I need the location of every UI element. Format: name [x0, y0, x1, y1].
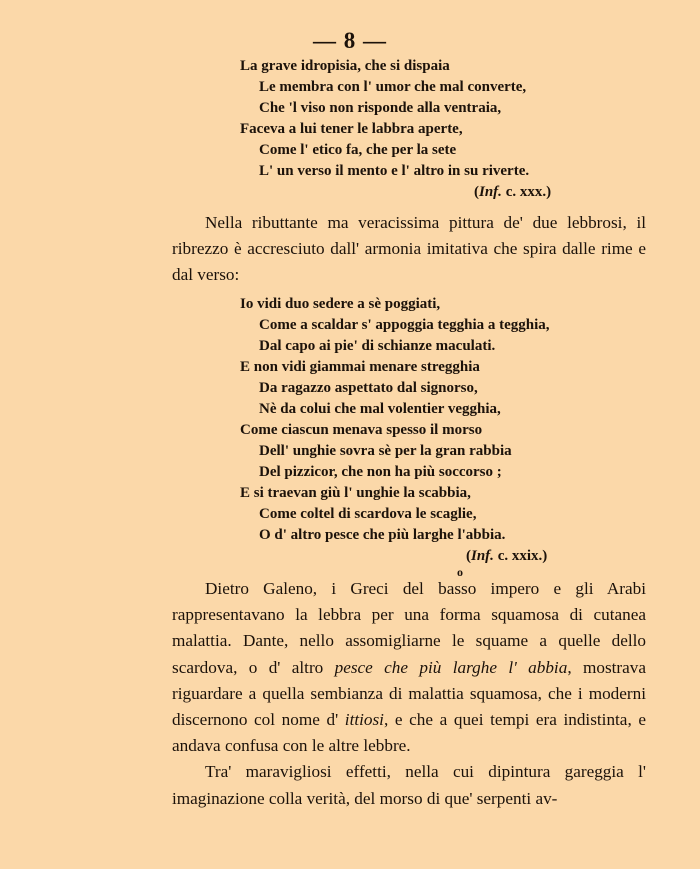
verse-citation: (Inf. c. xxx.): [474, 184, 552, 200]
verse-line: Come l' etico fa, che per la sete: [259, 142, 457, 158]
page-number: — 8 —: [313, 28, 387, 53]
quoted-phrase: pesce che più larghe l' abbia: [334, 657, 568, 677]
paragraph-1: [172, 210, 646, 289]
verse-line: Faceva a lui tener le labbra aperte,: [240, 121, 463, 137]
paragraph-text: , e che a quei tempi era indistinta, e andava confusa con le altre lebbre.: [172, 710, 646, 756]
italic-term: ittiosi: [344, 710, 384, 730]
verse-line: Come coltel di scardova le scaglie,: [259, 506, 477, 522]
verse-line: La grave idropisia, che si dispaia: [240, 58, 450, 74]
verse-line: Come ciascun menava spesso il morso: [240, 422, 483, 438]
paragraph-2: [172, 576, 646, 759]
verse-line: Che 'l viso non risponde alla ventraia,: [259, 100, 502, 116]
citation-work: Inf.: [479, 184, 502, 200]
verse-line: Dell' unghie sovra sè per la gran rabbia: [259, 443, 512, 459]
verse-line: Le membra con l' umor che mal converte,: [259, 79, 527, 95]
verse-line: Da ragazzo aspettato dal signorso,: [259, 380, 478, 396]
verse-line: Io vidi duo sedere a sè poggiati,: [240, 296, 441, 312]
citation-canto: c. xxx.: [501, 184, 547, 200]
paragraph-text: Dietro Galeno, i Greci del basso impero e gli Arabi rappresentavano la lebbra per una forma squamosa di cutanea malattia. Dante, nello assomigliarne le squame a quelle dello scardova, o d' altro: [172, 579, 646, 677]
verse-line: Del pizzicor, che non ha più soccorso ;: [259, 464, 502, 480]
paragraph-3: Tra' maravigliosi effetti, nella cui dipintura gareggia l' imaginazione colla verità, del morso di que' serpenti av-: [172, 762, 646, 808]
verse-line: O d' altro pesce che più larghe l'abbia.: [259, 527, 506, 543]
paragraph-text: , mostrava riguardare a quella sembianza di malattia squamosa, che i moderni discernono col nome d': [172, 657, 646, 730]
verse-line: Come a scaldar s' appoggia tegghia a tegghia,: [259, 317, 550, 333]
printer-ornament: o: [457, 565, 463, 579]
verse-line: Dal capo ai pie' di schianze maculati.: [259, 338, 496, 354]
verse-line: E si traevan giù l' unghie la scabbia,: [240, 485, 471, 501]
verse-citation: (Inf. c. xxix.): [466, 548, 548, 564]
paragraph-text: Nella ributtante ma veracissima pittura de' due lebbrosi, il ribrezzo è accresciuto dall' armonia imitativa che spira dalle rime e dal verso:: [172, 213, 646, 285]
verse-line: L' un verso il mento e l' altro in su riverte.: [259, 163, 530, 179]
paragraph-2-3: [172, 576, 646, 812]
citation-canto: c. xxix.: [493, 548, 543, 564]
citation-work: Inf.: [471, 548, 494, 564]
verse-line: E non vidi giammai menare stregghia: [240, 359, 480, 375]
verse-line: Nè da colui che mal volentier vegghia,: [259, 401, 501, 417]
